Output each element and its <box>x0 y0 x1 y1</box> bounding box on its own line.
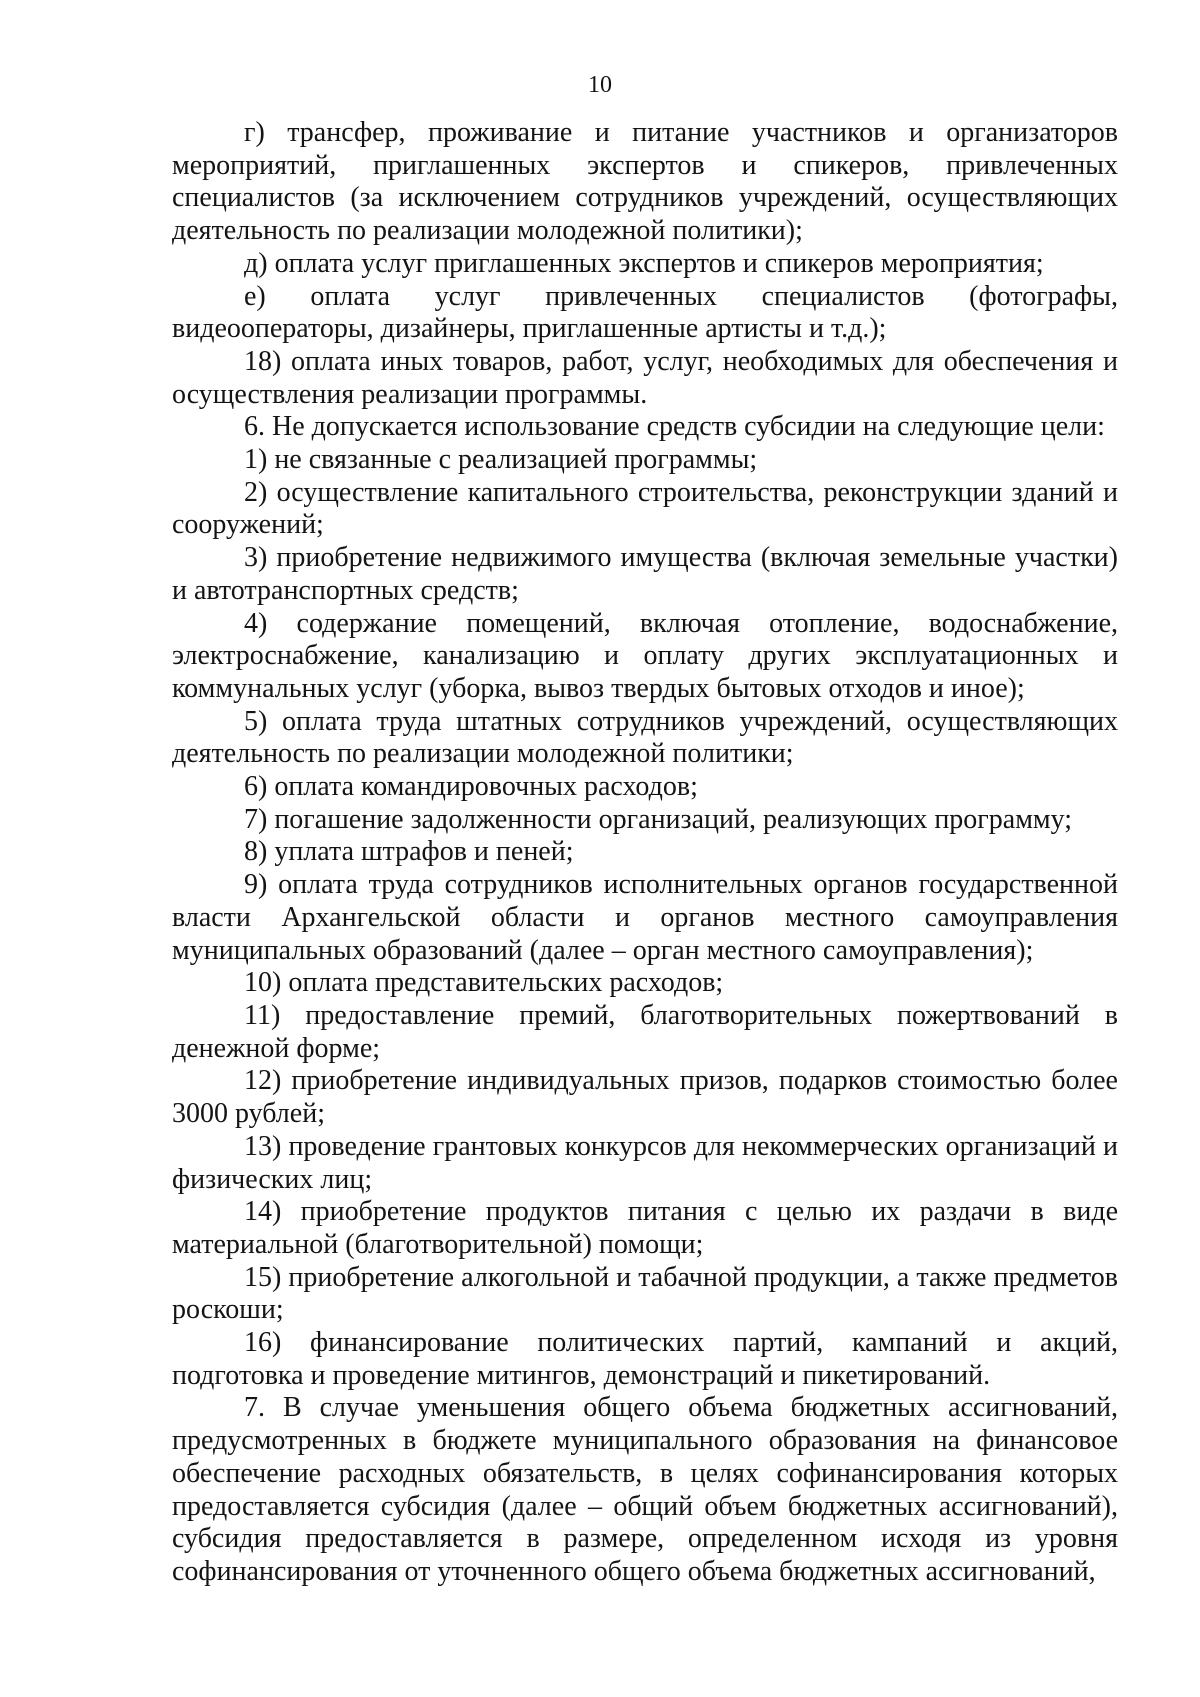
paragraph-item-14: 14) приобретение продуктов питания с целью их раздачи в виде материальной (благотворительной) помощи; <box>172 1196 1118 1260</box>
paragraph-subitem-g: г) трансфер, проживание и питание участников и организаторов мероприятий, приглашенных экспертов и спикеров, привлеченных специалистов (за исключением сотрудников учреждений, осуществляющих деятельность по реализации молодежной политики); <box>172 117 1118 247</box>
paragraph-item-9: 9) оплата труда сотрудников исполнительных органов государственной власти Архангельской области и органов местного самоуправления муниципальных образований (далее – орган местного самоуправления); <box>172 869 1118 966</box>
paragraph-subitem-e: е) оплата услуг привлеченных специалистов (фотографы, видеооператоры, дизайнеры, приглашенные артисты и т.д.); <box>172 280 1118 345</box>
paragraph-item-7: 7) погашение задолженности организаций, реализующих программу; <box>244 803 1073 835</box>
paragraph-item-12: 12) приобретение индивидуальных призов, подарков стоимостью более 3000 рублей; <box>172 1065 1118 1130</box>
paragraph-item-8: 8) уплата штрафов и пеней; <box>244 836 574 868</box>
paragraph-section-7: 7. В случае уменьшения общего объема бюджетных ассигнований, предусмотренных в бюджете муниципального образования на финансовое обеспечение расходных обязательств, в целях софинансирования которых предоставляется субсидия (далее – общий объем бюджетных ассигнований), субсидия предоставляется в размере, определенном исходя из уровня софинансирования от уточненного общего объема бюджетных ассигнований, <box>172 1392 1118 1587</box>
page-number: 10 <box>588 72 612 98</box>
paragraph-item-5: 5) оплата труда штатных сотрудников учреждений, осуществляющих деятельность по реализации молодежной политики; <box>172 705 1118 770</box>
paragraph-item-11: 11) предоставление премий, благотворительных пожертвований в денежной форме; <box>172 999 1118 1064</box>
paragraph-item-3: 3) приобретение недвижимого имущества (включая земельные участки) и автотранспортных средств; <box>172 542 1118 606</box>
paragraph-item-2: 2) осуществление капитального строительства, реконструкции зданий и сооружений; <box>172 476 1118 541</box>
paragraph-item-6: 6) оплата командировочных расходов; <box>244 771 698 803</box>
paragraph-subitem-d: д) оплата услуг приглашенных экспертов и спикеров мероприятия; <box>244 247 1044 279</box>
paragraph-item-1: 1) не связанные с реализацией программы; <box>244 444 758 476</box>
paragraph-item-15: 15) приобретение алкогольной и табачной продукции, а также предметов роскоши; <box>172 1261 1118 1326</box>
document-body <box>172 117 1118 1589</box>
paragraph-item-4: 4) содержание помещений, включая отопление, водоснабжение, электроснабжение, канализацию и оплату других эксплуатационных и коммунальных услуг (уборка, вывоз твердых бытовых отходов и иное); <box>172 607 1118 704</box>
paragraph-item-13: 13) проведение грантовых конкурсов для некоммерческих организаций и физических лиц; <box>172 1130 1118 1195</box>
paragraph-item-18: 18) оплата иных товаров, работ, услуг, необходимых для обеспечения и осуществления реализации программы. <box>172 345 1118 410</box>
paragraph-item-10: 10) оплата представительских расходов; <box>244 967 724 999</box>
paragraph-section-6: 6. Не допускается использование средств субсидии на следующие цели: <box>244 411 1105 443</box>
paragraph-item-16: 16) финансирование политических партий, кампаний и акций, подготовка и проведение митингов, демонстраций и пикетирований. <box>172 1327 1118 1391</box>
